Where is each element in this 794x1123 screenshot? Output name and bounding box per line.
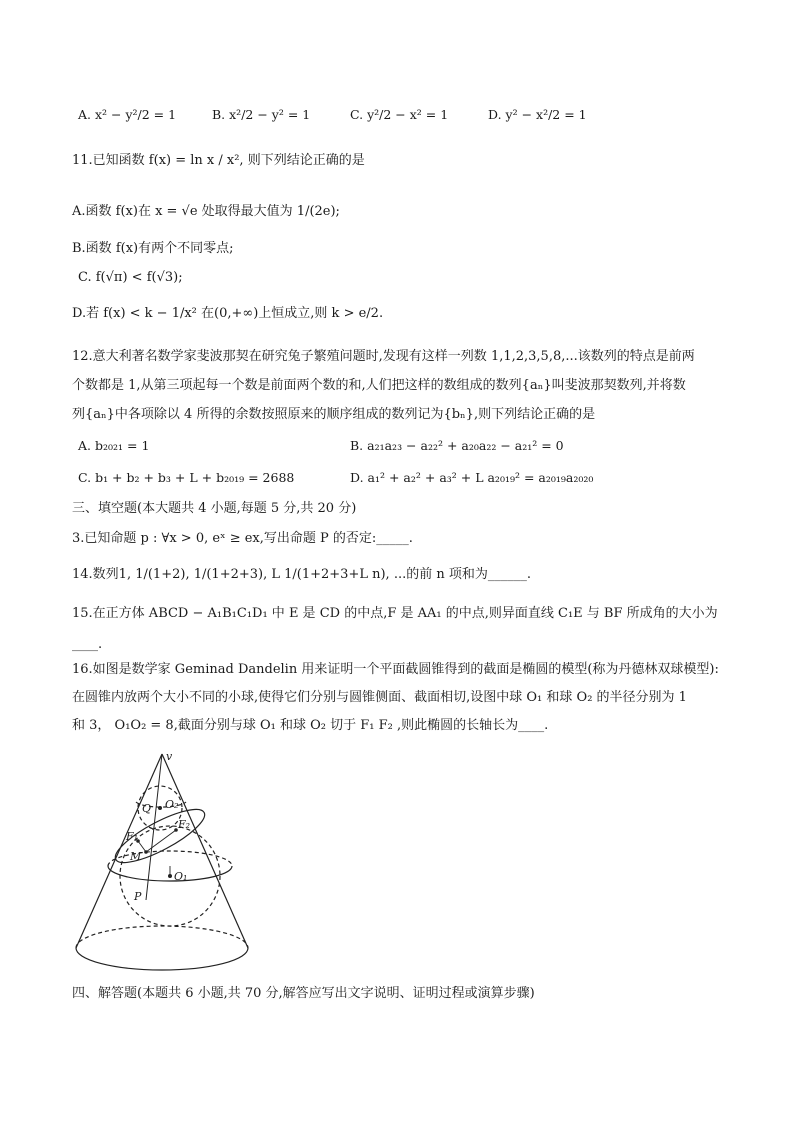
dandelin-spheres-figure <box>72 748 252 976</box>
q13: 3.已知命题 p : ∀x > 0, eˣ ≥ ex,写出命题 P 的否定:_____. <box>72 531 413 546</box>
q16-line2: 在圆锥内放两个大小不同的小球,使得它们分别与圆锥侧面、截面相切,设图中球 O₁ 和球 O₂ 的半径分别为 1 <box>72 690 687 705</box>
q10-option-a: A. x² − y²/2 = 1 <box>78 107 177 122</box>
seg-m-f2 <box>146 830 176 852</box>
q10-option-b: B. x²/2 − y² = 1 <box>212 107 311 122</box>
q12-stem-line1: 12.意大利著名数学家斐波那契在研究兔子繁殖问题时,发现有这样一列数 1,1,2,3,5,8,...该数列的特点是前两 <box>72 349 695 364</box>
cone-base-front <box>76 948 248 970</box>
q12-stem-line2: 个数都是 1,从第三项起每一个数是前面两个数的和,人们把这样的数组成的数列{aₙ}叫斐波那契数列,并将数 <box>72 378 686 393</box>
q12-stem-line3: 列{aₙ}中各项除以 4 所得的余数按照原来的顺序组成的数列记为{bₙ},则下列结论正确的是 <box>72 407 596 422</box>
q12-option-c: C. b₁ + b₂ + b₃ + L + b₂₀₁₉ = 2688 <box>78 470 295 485</box>
label-f1: F₁ <box>126 830 139 843</box>
q16-line3: 和 3， O₁O₂ = 8,截面分别与球 O₁ 和球 O₂ 切于 F₁ F₂ ,则此椭圆的长轴长为____. <box>72 718 549 733</box>
label-o2: O₂ <box>165 798 179 811</box>
point-m <box>144 850 148 854</box>
q10-option-c: C. y²/2 − x² = 1 <box>350 107 449 122</box>
point-o1 <box>168 874 172 878</box>
q14: 14.数列1, 1/(1+2), 1/(1+2+3), L 1/(1+2+3+L n), ...的前 n 项和为______. <box>72 567 531 582</box>
q10-option-d: D. y² − x²/2 = 1 <box>488 107 587 122</box>
q16-line1: 16.如图是数学家 Geminad Dandelin 用来证明一个平面截圆锥得到的截面是椭圆的模型(称为丹德林双球模型): <box>72 662 719 677</box>
q11-option-d: D.若 f(x) < k − 1/x² 在(0,+∞)上恒成立,则 k > e/2. <box>72 306 384 321</box>
q15-line2: ____. <box>72 637 103 652</box>
label-v: v <box>166 750 173 763</box>
q15-line1: 15.在正方体 ABCD − A₁B₁C₁D₁ 中 E 是 CD 的中点,F 是 AA₁ 的中点,则异面直线 C₁E 与 BF 所成角的大小为 <box>72 606 718 621</box>
section3-heading: 三、填空题(本大题共 4 小题,每题 5 分,共 20 分) <box>72 501 357 516</box>
cone-side-left <box>76 754 162 948</box>
q12-option-a: A. b₂₀₂₁ = 1 <box>78 438 150 453</box>
q11-stem: 11.已知函数 f(x) = ln x / x², 则下列结论正确的是 <box>72 153 365 168</box>
section-ellipse <box>109 800 210 872</box>
q12-option-b: B. a₂₁a₂₃ − a₂₂² + a₂₀a₂₂ − a₂₁² = 0 <box>350 438 564 453</box>
point-o2 <box>158 806 162 810</box>
q11-option-c: C. f(√π) < f(√3); <box>78 270 183 285</box>
q12-option-d: D. a₁² + a₂² + a₃² + L a₂₀₁₉² = a₂₀₁₉a₂₀₂₀ <box>350 470 594 485</box>
label-o1: O₁ <box>174 870 188 883</box>
label-q: Q <box>142 802 152 815</box>
large-contact-back <box>108 851 232 866</box>
section4-heading: 四、解答题(本题共 6 小题,共 70 分,解答应写出文字说明、证明过程或演算步骤) <box>72 986 535 1001</box>
label-p: P <box>134 890 142 903</box>
q11-option-a: A.函数 f(x)在 x = √e 处取得最大值为 1/(2e); <box>72 204 340 219</box>
q11-option-b: B.函数 f(x)有两个不同零点; <box>72 241 234 256</box>
label-m: M <box>130 850 142 863</box>
cone-base-back <box>76 926 248 948</box>
label-f2: F₂ <box>178 818 191 831</box>
